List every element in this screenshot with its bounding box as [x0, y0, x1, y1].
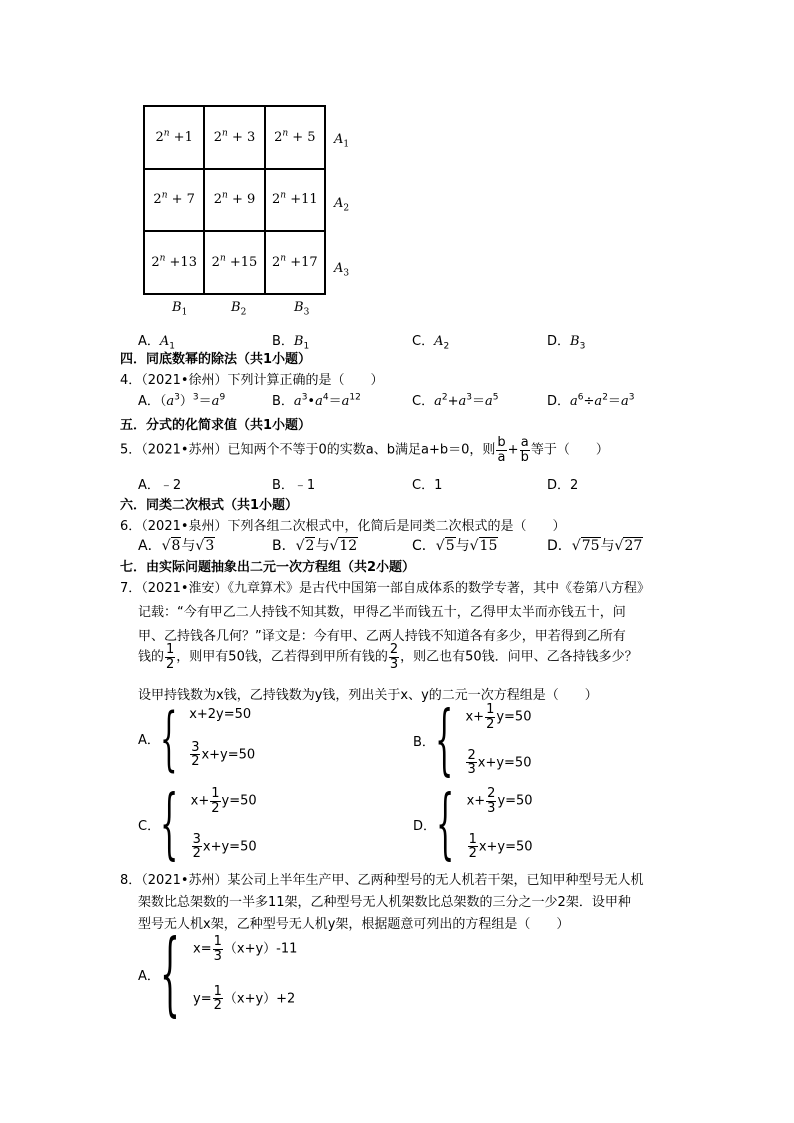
- q3-option-b: B．$B_1$: [272, 334, 310, 352]
- q7-line5: 设甲持钱数为x钱，乙持钱数为y钱，列出关于x、y的二元一次方程组是（ ）: [138, 688, 598, 703]
- grid-cell: $2^n + 7$: [144, 169, 204, 232]
- q4-stem: 4．（2021•徐州）下列计算正确的是（ ）: [120, 373, 384, 388]
- q3-option-c: C．$A_2$: [412, 334, 450, 352]
- row-label-a3: $A_3$: [334, 261, 350, 279]
- grid-cell: $2^n +1$: [144, 106, 204, 169]
- q8-option-a: A． { x= $\frac{1}{3}$ （x+y）-11 y= $\frac{1}{2}$ （x+y）+2: [138, 921, 298, 1027]
- q5-option-c: C．1: [412, 478, 443, 493]
- grid-cell: $2^n + 9$: [204, 169, 264, 232]
- number-grid: [143, 105, 326, 295]
- q3-option-a: A．$A_1$: [138, 334, 176, 352]
- grid-cell: $2^n +13$: [144, 231, 204, 294]
- q4-option-a: A．$(a^3)^3=a^9$: [138, 392, 226, 409]
- q8-line2: 架数比总架数的一半多11架，乙种型号无人机架数比总架数的三分之一少2架．设甲种: [138, 895, 631, 910]
- q5-option-b: B．﹣1: [272, 478, 316, 493]
- q4-option-d: D．$a^6\div a^2=a^3$: [547, 392, 635, 409]
- grid-cell: $2^n +15$: [204, 231, 264, 294]
- row-label-a1: $A_1$: [334, 132, 350, 150]
- q7-option-a: A． { x+2y=50 $\frac{3}{2}$ x+y=50: [138, 697, 256, 779]
- q7-option-d: D． { x+ $\frac{2}{3}$ y=50 $\frac{1}{2}$ x+y=50: [413, 779, 533, 869]
- grid-cell: $2^n + 5$: [265, 106, 325, 169]
- q3-option-d: D．$B_3$: [547, 334, 586, 352]
- q6-stem: 6．（2021•泉州）下列各组二次根式中，化简后是同类二次根式的是（ ）: [120, 519, 566, 534]
- q6-option-d: D．√75与√27: [547, 538, 643, 554]
- q5-option-a: A．﹣2: [138, 478, 182, 493]
- q7-line1: 7．（2021•淮安）《九章算术》是古代中国第一部自成体系的数学专著，其中《卷第八方程》: [120, 581, 651, 596]
- section-heading-6: 六．同类二次根式（共1小题）: [120, 498, 299, 513]
- section-heading-7: 七．由实际问题抽象出二元一次方程组（共2小题）: [120, 560, 416, 575]
- q6-option-a: A．√8与√3: [138, 538, 215, 554]
- row-label-a2: $A_2$: [334, 196, 350, 214]
- q7-line2: 记载：“今有甲乙二人持钱不知其数，甲得乙半而钱五十，乙得甲太半而亦钱五十，问: [138, 605, 626, 620]
- col-label-b3: $B_3$: [294, 300, 310, 318]
- grid-cell: $2^n +17$: [265, 231, 325, 294]
- q5-option-d: D．2: [547, 478, 579, 493]
- q5-stem: 5．（2021•苏州）已知两个不等于0的实数a、b满足a+b＝0，则 $\frac{b}{a}$ + $\frac{a}{b}$ 等于（ ）: [120, 435, 609, 465]
- col-label-b1: $B_1$: [172, 300, 188, 318]
- q8-line1: 8．（2021•苏州）某公司上半年生产甲、乙两种型号的无人机若干架，已知甲种型号无人机: [120, 873, 644, 888]
- grid-cell: $2^n + 3$: [204, 106, 264, 169]
- q7-line4: 钱的 $\frac{1}{2}$ ，则甲有50钱，乙若得到甲所有钱的 $\frac{2}{3}$ ，则乙也有50钱．问甲、乙各持钱多少？: [138, 642, 638, 672]
- q7-line3: 甲、乙持钱各几何？”译文是：今有甲、乙两人持钱不知道各有多少，甲若得到乙所有: [138, 629, 626, 644]
- q6-option-c: C．√5与√15: [412, 538, 498, 554]
- q4-option-b: B．$a^3•a^4=a^{12}$: [272, 392, 361, 409]
- q7-option-c: C． { x+ $\frac{1}{2}$ y=50 $\frac{3}{2}$ x+y=50: [138, 779, 257, 869]
- q6-option-b: B．√2与√12: [272, 538, 358, 554]
- section-heading-4: 四．同底数幂的除法（共1小题）: [120, 352, 312, 367]
- q7-option-b: B． { x+ $\frac{1}{2}$ y=50 $\frac{2}{3}$ x+y=50: [413, 695, 532, 785]
- col-label-b2: $B_2$: [231, 300, 247, 318]
- grid-cell: $2^n +11$: [265, 169, 325, 232]
- q4-option-c: C．$a^2+a^3=a^5$: [412, 392, 499, 409]
- q8-line3: 型号无人机x架，乙种型号无人机y架，根据题意可列出的方程组是（ ）: [138, 917, 570, 932]
- section-heading-5: 五．分式的化简求值（共1小题）: [120, 418, 312, 433]
